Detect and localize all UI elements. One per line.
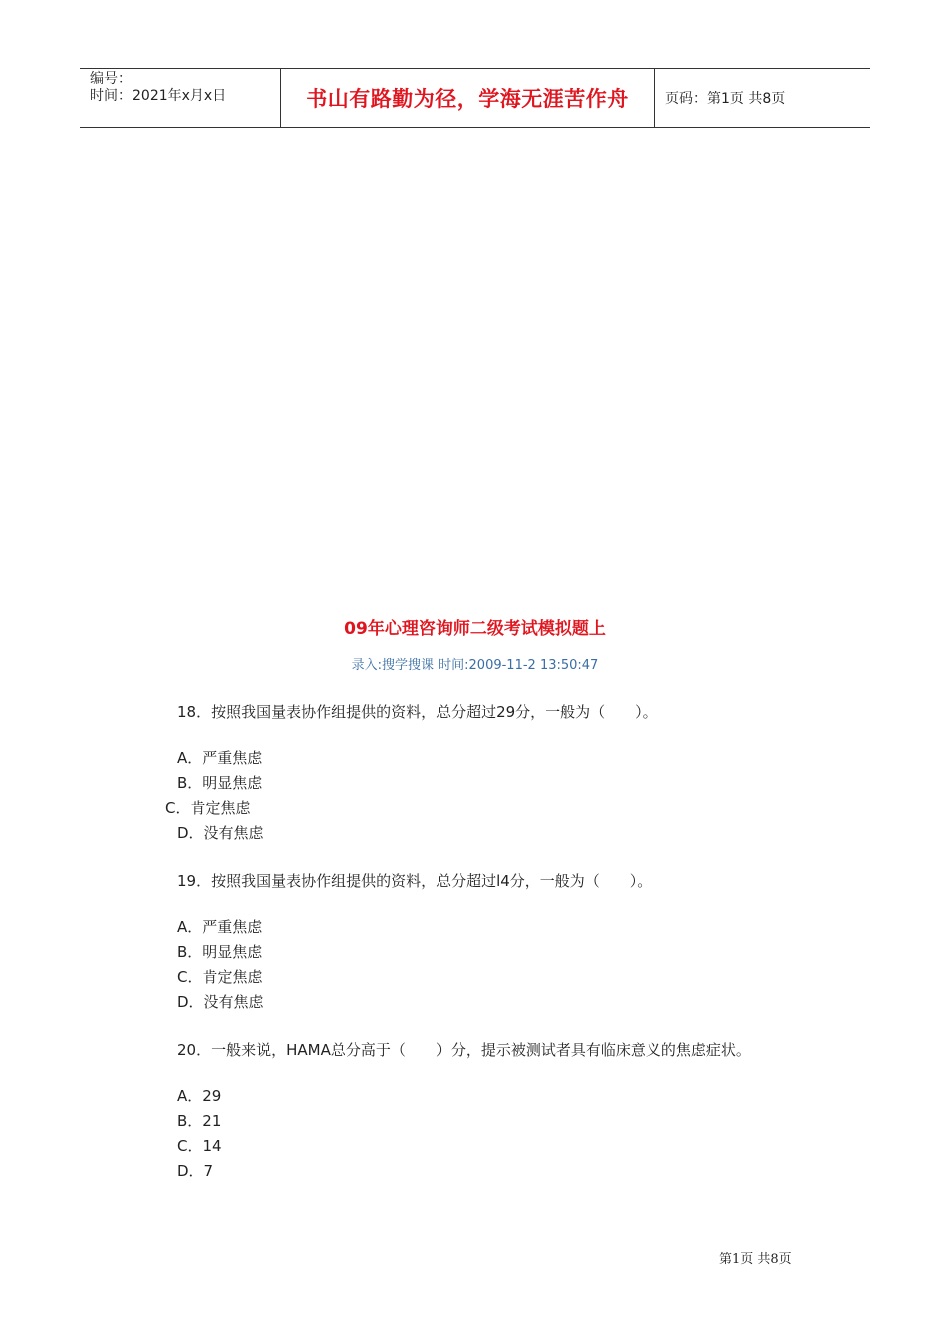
header-page-info: 页码：第1页 共8页 xyxy=(665,91,786,107)
question-20-option-d: D．7 xyxy=(177,1162,214,1180)
question-19-option-c: C．肯定焦虑 xyxy=(177,968,263,986)
question-19-option-d: D．没有焦虑 xyxy=(177,993,264,1011)
question-20: 20．一般来说，HAMA总分高于（ ）分，提示被测试者具有临床意义的焦虑症状。 xyxy=(177,1041,751,1059)
question-18-option-b: B．明显焦虑 xyxy=(177,774,263,792)
question-20-option-c: C．14 xyxy=(177,1137,222,1155)
document-header xyxy=(80,68,870,128)
header-motto: 书山有路勤为径，学海无涯苦作舟 xyxy=(281,69,655,127)
question-20-option-b: B．21 xyxy=(177,1112,222,1130)
header-time-label: 时间：2021年x月x日 xyxy=(90,88,227,104)
header-number-label: 编号： xyxy=(90,71,132,87)
document-title: 09年心理咨询师二级考试模拟题上 xyxy=(344,619,606,639)
question-20-option-a: A．29 xyxy=(177,1087,222,1105)
question-18-option-a: A．严重焦虑 xyxy=(177,749,263,767)
question-19-option-a: A．严重焦虑 xyxy=(177,918,263,936)
question-18-option-c: C．肯定焦虑 xyxy=(165,799,251,817)
document-meta: 录入:搜学搜课 时间:2009-11-2 13:50:47 xyxy=(351,658,599,673)
header-left-cell xyxy=(80,69,281,127)
question-18: 18．按照我国量表协作组提供的资料，总分超过29分，一般为（ ）。 xyxy=(177,703,658,721)
footer-page-number: 第1页 共8页 xyxy=(719,1252,792,1267)
question-18-option-d: D．没有焦虑 xyxy=(177,824,264,842)
question-19: 19．按照我国量表协作组提供的资料，总分超过l4分，一般为（ ）。 xyxy=(177,872,653,890)
question-19-option-b: B．明显焦虑 xyxy=(177,943,263,961)
